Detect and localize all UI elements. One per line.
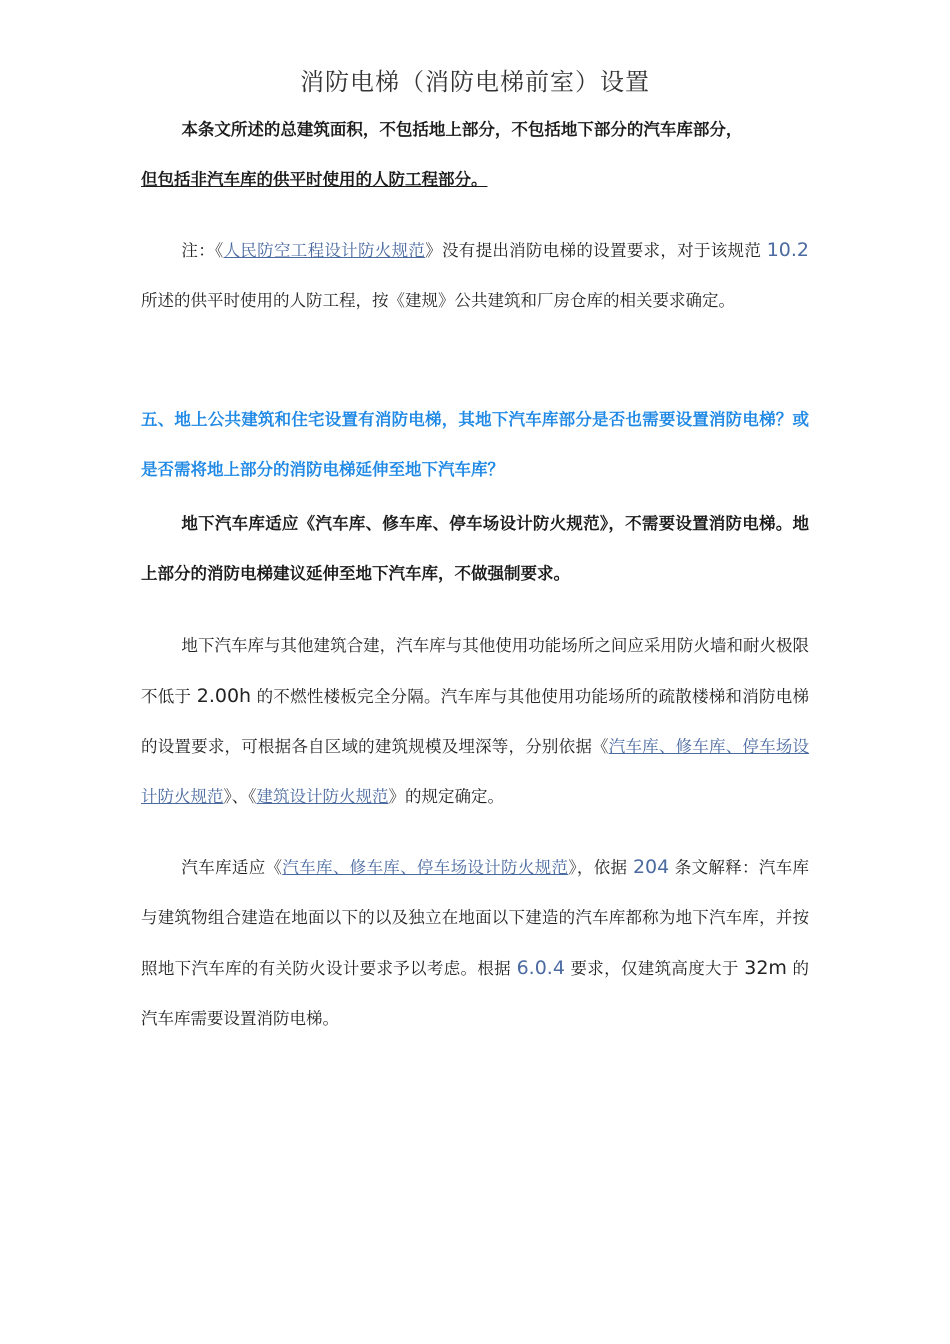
text-segment: 注：《	[181, 241, 224, 260]
question-heading-5: 五、地上公共建筑和住宅设置有消防电梯，其地下汽车库部分是否也需要设置消防电梯？或是否需将地上部分的消防电梯延伸至地下汽车库？	[141, 410, 809, 479]
paragraph-garage-elevator	[141, 842, 809, 1044]
height-value: 32m	[744, 957, 787, 979]
text-segment: 的不燃性楼板完全分隔。汽车库与其他使用功能场所的疏散楼梯和消防电梯的设置要求，可根据各自区域的建筑规模及埋深等，分别依据《	[141, 687, 809, 756]
link-civil-defense-code[interactable]: 人民防空工程设计防火规范	[223, 241, 426, 260]
text-segment: 》，依据	[568, 858, 633, 877]
text-segment: 条文解释：汽车库与建筑物组合建造在地面以下的以及独立在地面以下建造的汽车库都称为地下汽车库，并按照地下汽车库的有关防火设计要求予以考虑。根据	[141, 858, 810, 978]
text-segment: 》的规定确定。	[388, 787, 504, 806]
area-note-line2: 但包括非汽车库的供平时使用的人防工程部分。	[141, 170, 488, 189]
text-segment: 》、《	[223, 787, 257, 806]
link-garage-code-2[interactable]: 汽车库、修车库、停车场设计防火规范	[282, 858, 569, 877]
area-note-line1: 本条文所述的总建筑面积，不包括地上部分，不包括地下部分的汽车库部分，	[181, 120, 743, 139]
text-segment: 》没有提出消防电梯的设置要求，对于该规范	[425, 241, 767, 260]
text-segment: 所述的供平时使用的人防工程，按《建规》公共建筑和厂房仓库的相关要求确定。	[141, 291, 735, 310]
paragraph-civil-defense-note	[141, 225, 809, 326]
fire-rating-value: 2.00h	[196, 685, 252, 707]
text-segment: 要求，仅建筑高度大于	[564, 959, 745, 978]
paragraph-area-note	[141, 105, 809, 205]
clause-number: 10.2	[766, 239, 810, 261]
paragraph-garage-separation	[141, 621, 809, 822]
text-segment: 的汽车库需要设置消防电梯。	[141, 959, 809, 1028]
link-building-code[interactable]: 建筑设计防火规范	[256, 787, 389, 806]
page-title: 消防电梯（消防电梯前室）设置	[300, 68, 650, 96]
text-segment: 汽车库适应《	[181, 858, 283, 877]
clause-number: 204	[632, 856, 670, 878]
clause-number: 6.0.4	[516, 957, 565, 979]
text-segment: 地下汽车库与其他建筑合建，汽车库与其他使用功能场所之间应采用防火墙和耐火极限不低于	[141, 636, 809, 706]
answer-paragraph-5: 地下汽车库适应《汽车库、修车库、停车场设计防火规范》，不需要设置消防电梯。地上部分的消防电梯建议延伸至地下汽车库，不做强制要求。	[141, 514, 809, 583]
link-garage-code[interactable]: 汽车库、修车库、停车场设计防火规范	[141, 737, 810, 806]
